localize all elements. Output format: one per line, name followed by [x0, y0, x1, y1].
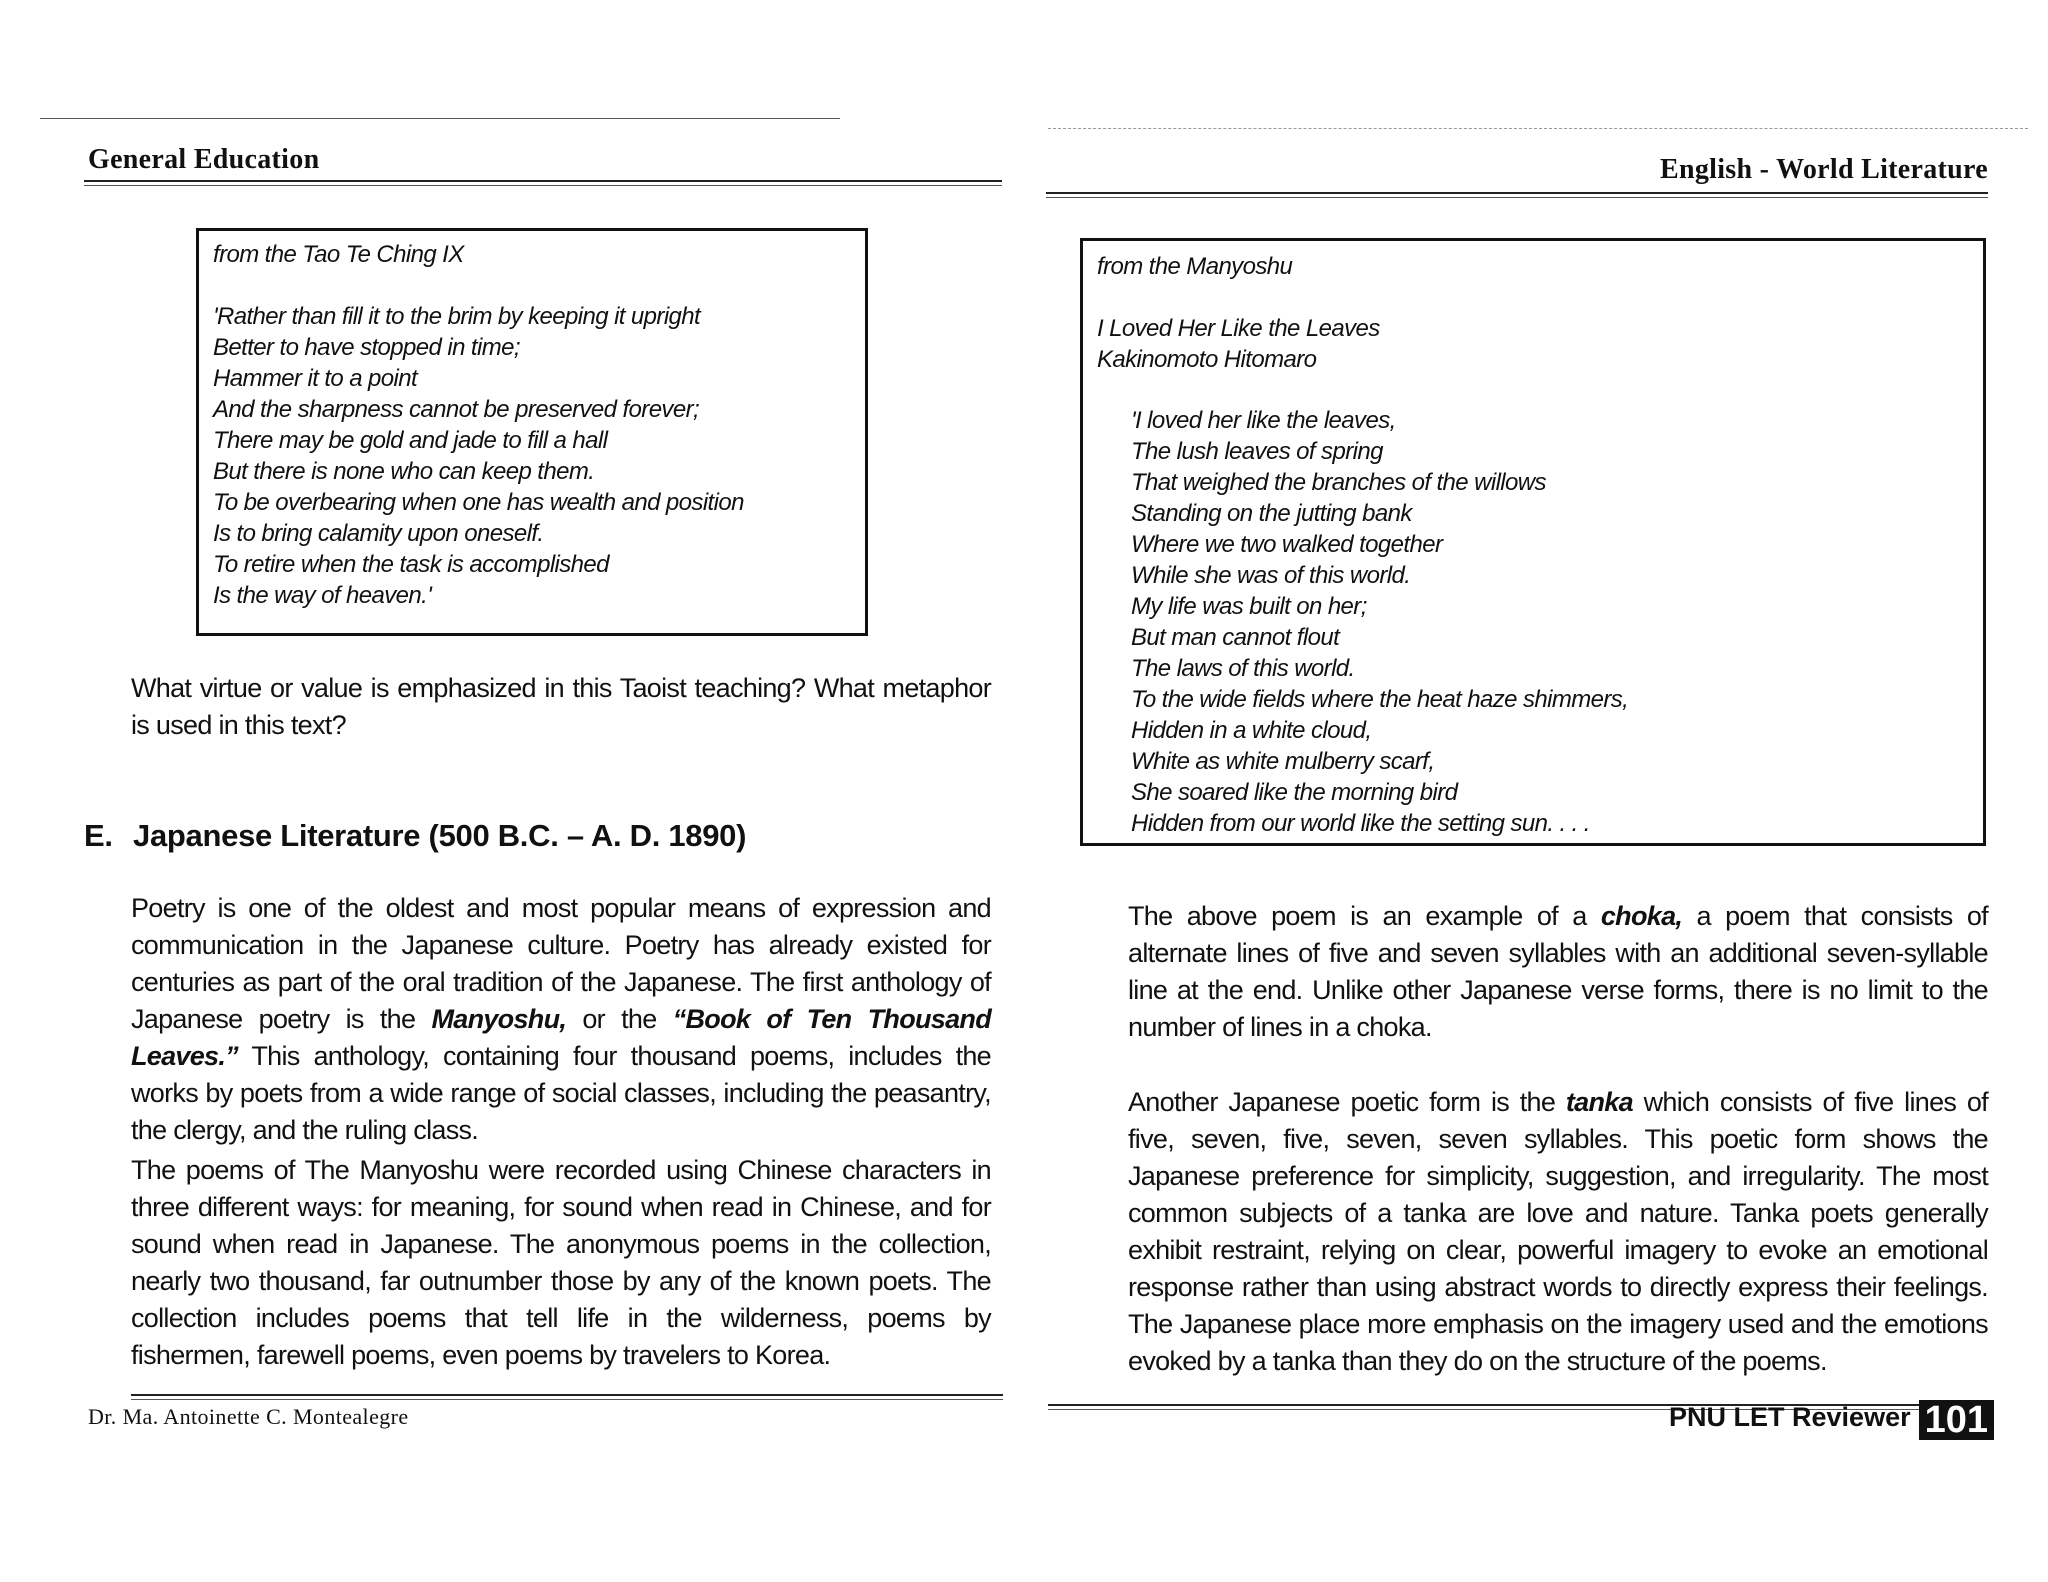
paragraph-choka: The above poem is an example of a choka, a poem that consists of alternate lines of five and seven syllables with an additional seven-syllable line at the end. Unlike other Japanese verse forms, there is no limit to the number of lines in a choka. [1128, 901, 1988, 1042]
poem-line: The lush leaves of spring [1131, 438, 1383, 465]
poem-line: Standing on the jutting bank [1131, 500, 1412, 527]
tao-te-ching-poem-box [196, 228, 868, 636]
page-header-right: English - World Literature [1659, 154, 1988, 185]
poem-line: 'I loved her like the leaves, [1131, 407, 1396, 434]
page-number: 101 [1919, 1400, 1994, 1440]
poem-line: That weighed the branches of the willows [1131, 469, 1546, 496]
paragraph-tanka: Another Japanese poetic form is the tanka which consists of five lines of five, seven, five, seven, seven syllables. This poetic form shows the Japanese preference for simplicity, suggestion, and irregularity. The most common subjects of a tanka are love and nature. Tanka poets generally exhibit restraint, relying on clear, powerful imagery to evoke an emotional response rather than using abstract words to directly express their feelings. The Japanese place more emphasis on the imagery used and the emotions evoked by a tanka than they do on the structure of the poems. [1128, 1087, 1988, 1376]
header-rule [84, 180, 1002, 182]
reviewer-label: PNU LET Reviewer [1669, 1402, 1911, 1432]
discussion-question: What virtue or value is emphasized in this Taoist teaching? What metaphor is used in this text? [131, 673, 991, 740]
term-tanka: tanka [1565, 1087, 1633, 1117]
manyoshu-poem-box [1080, 238, 1986, 846]
poem-line: But there is none who can keep them. [213, 458, 595, 485]
poem-line: The laws of this world. [1131, 655, 1355, 682]
paragraph-manyoshu-recording: The poems of The Manyoshu were recorded using Chinese characters in three different ways: for meaning, for sound when read in Chinese, and for sound when read in Japanese. The anonymous poems in the collection, nearly two thousand, far outnumber those by any of the known poets. The collection includes poems that tell life in the wilderness, poems by fishermen, farewell poems, even poems by travelers to Korea. [131, 1155, 991, 1370]
footer-rule [131, 1394, 1003, 1396]
poem-line: Is the way of heaven.' [213, 582, 432, 609]
poem-line: Is to bring calamity upon oneself. [213, 520, 544, 547]
section-title: Japanese Literature (500 B.C. – A. D. 1890) [133, 818, 747, 853]
poem-line: To be overbearing when one has wealth and position [213, 489, 744, 516]
poem-line: And the sharpness cannot be preserved forever; [213, 396, 700, 423]
right-page [1024, 0, 2048, 1582]
term-book-title: “Book of Ten Thousand Leaves.” [131, 1004, 992, 1071]
poem-line: Hidden in a white cloud, [1131, 717, 1372, 744]
top-scan-line [1048, 128, 2028, 129]
poem-line: Hammer it to a point [213, 365, 418, 392]
poem-author: Kakinomoto Hitomaro [1097, 346, 1317, 373]
term-choka: choka, [1600, 901, 1683, 931]
poem-line: There may be gold and jade to fill a hall [213, 427, 608, 454]
poem-line: White as white mulberry scarf, [1131, 748, 1435, 775]
header-rule [1046, 192, 1988, 194]
footer-reviewer [1669, 1400, 1994, 1440]
poem-line: My life was built on her; [1131, 593, 1367, 620]
poem-title: I Loved Her Like the Leaves [1097, 315, 1380, 342]
header-rule-secondary [1046, 197, 1988, 198]
poem-source: from the Manyoshu [1097, 253, 1293, 280]
poem-line: Where we two walked together [1131, 531, 1443, 558]
page-header-left: General Education [88, 144, 320, 175]
paragraph-manyoshu-intro: Poetry is one of the oldest and most popular means of expression and communication in the Japanese culture. Poetry has already existed for centuries as part of the oral tradition of the Japanese. The first anthology of Japanese poetry is the Manyoshu, or the “Book of Ten Thousand Leaves.” This anthology, containing four thousand poems, includes the works by poets from a wide range of social classes, including the peasantry, the clergy, and the ruling class. [131, 893, 992, 1145]
poem-line: She soared like the morning bird [1131, 779, 1458, 806]
poem-line: To the wide fields where the heat haze shimmers, [1131, 686, 1629, 713]
footer-author: Dr. Ma. Antoinette C. Montealegre [88, 1404, 409, 1429]
poem-line: But man cannot flout [1131, 624, 1340, 651]
poem-line: Better to have stopped in time; [213, 334, 520, 361]
poem-line: 'Rather than fill it to the brim by keeping it upright [213, 303, 701, 330]
poem-source: from the Tao Te Ching IX [213, 241, 464, 268]
top-scan-line [40, 118, 840, 119]
section-letter: E. [84, 818, 113, 853]
poem-line: While she was of this world. [1131, 562, 1411, 589]
section-heading [84, 818, 746, 854]
footer-rule-secondary [131, 1399, 1003, 1400]
term-manyoshu: Manyoshu, [431, 1004, 567, 1034]
header-rule-secondary [84, 185, 1002, 186]
poem-line: Hidden from our world like the setting sun. . . . [1131, 810, 1590, 837]
poem-line: To retire when the task is accomplished [213, 551, 609, 578]
